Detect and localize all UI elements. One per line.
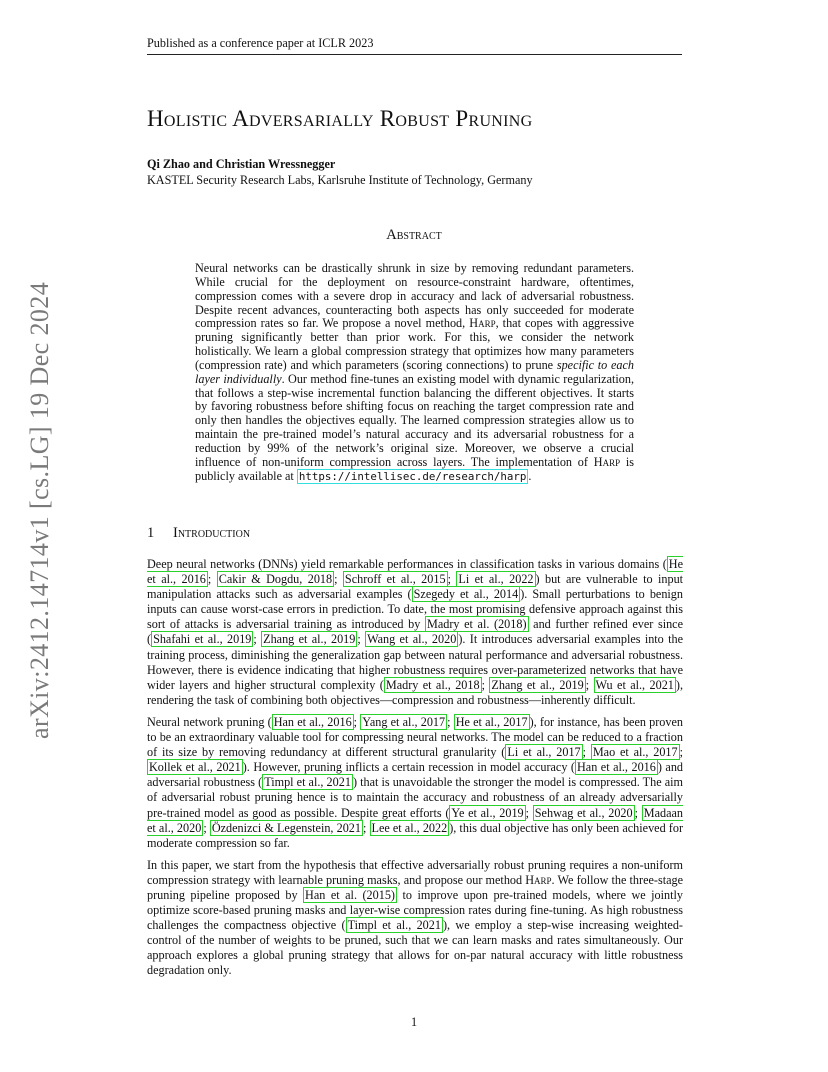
citation-link[interactable]: Ye et al., 2019 [451, 805, 524, 820]
citation-link[interactable]: Li et al., 2022 [458, 572, 534, 587]
citation-link[interactable]: Madry et al. (2018) [426, 617, 527, 632]
text-segment: ) that is unavoidable the stronger the model is compressed. The aim of adversarial robust pruning hence is to maintain the accuracy and robustness of an already adversarially pre-trained model as good as possible. Despite great efforts ( [147, 775, 684, 820]
text-segment: ), for instance, has been proven to be an extraordinary valuable tool for compressing neural networks. The model can be reduced to a fraction of its size by removing redundancy at different structural granularity ( [147, 714, 683, 760]
text-segment: and further refined ever since ( [147, 617, 684, 647]
text-segment: ). However, pruning inflicts a certain recession in model accuracy ( [242, 760, 575, 775]
text-segment: . We follow the three-stage pruning pipeline proposed by [147, 872, 683, 902]
abstract-segment: is publicly available at [195, 454, 634, 483]
citation-link[interactable]: Wang et al., 2020 [367, 632, 457, 647]
citation-link[interactable]: Cakir & Dogdu, 2018 [218, 572, 333, 587]
abstract-text [195, 262, 634, 484]
text-segment: In this paper, we start from the hypothesis that effective adversarially robust pruning requires a non-uniform compression strategy with learnable pruning masks, and propose our method [147, 857, 683, 887]
method-name: Harp [593, 454, 621, 469]
citation-link[interactable]: Sehwag et al., 2020 [534, 805, 633, 820]
paragraph-1 [147, 557, 683, 708]
text-segment: ; [357, 632, 366, 647]
text-segment: ), rendering the task of combining both objectives—compression and robustness—inherently difficult. [147, 677, 683, 707]
citation-link[interactable]: Mao et al., 2017 [592, 745, 678, 760]
text-segment: ), we employ a step-wise increasing weighted-control of the number of weights to be pruned, such that we can learn masks and rates simultaneously. Our approach explores a global pruning strategy that allows for on-par natural accuracy with little robustness degradation only. [147, 918, 683, 978]
citation-link[interactable]: Lee et al., 2022 [371, 820, 448, 835]
code-url-link[interactable]: https://intellisec.de/research/harp [298, 469, 527, 483]
citation-link[interactable]: Zhang et al., 2019 [263, 632, 356, 647]
citation-link[interactable]: He et al., 2017 [455, 714, 528, 729]
text-segment: ; [353, 714, 361, 729]
text-segment: ; [585, 677, 594, 692]
text-segment: to improve upon pre-trained models, where we jointly optimize score-based pruning masks and layer-wise compression rates during fine-tuning. As high robustness challenges the compactness objective ( [147, 887, 683, 933]
text-segment: ; [447, 714, 454, 729]
text-segment: ) and adversarial robustness ( [147, 760, 684, 790]
section-title: Introduction [173, 525, 251, 541]
method-name: Harp [469, 316, 496, 331]
citation-link[interactable]: Han et al. (2015) [305, 887, 395, 902]
abstract-emphasis: specific to each layer individually [195, 357, 634, 386]
paper-authors: Qi Zhao and Christian Wressnegger [147, 157, 336, 171]
abstract-segment: . Our method fine-tunes an existing model with dynamic regularization, that follows a step-wise incremental function balancing the different objectives. It starts by favoring robustness before shifting focus on reaching the target compression rate and only then handles the objectives equally. The learned compression strategies allow us to maintain the pre-trained model’s natural accuracy and its adversarial robustness for a reduction by 99% of the network’s original size. Moreover, we observe a crucial influence of non-uniform compression across layers. The implementation of [195, 371, 635, 469]
citation-link[interactable]: Özdenizci & Legenstein, 2021 [211, 820, 361, 835]
citation-link[interactable]: Wu et al., 2021 [595, 677, 674, 692]
paper-affiliation: KASTEL Security Research Labs, Karlsruhe Institute of Technology, Germany [147, 173, 533, 187]
arxiv-identifier[interactable]: arXiv:2412.14714v1 [cs.LG] 19 Dec 2024 [25, 281, 54, 739]
paragraph-2 [147, 715, 683, 851]
abstract-segment: , that copes with aggressive pruning significantly better than prior work. For this, we consider the network holistically. We learn a global compression strategy that optimizes how many parameters (compression rate) and which parameters (scoring connections) to prune [195, 316, 634, 372]
text-segment: ; [582, 745, 591, 760]
citation-link[interactable]: Han et al., 2016 [577, 760, 656, 775]
text-segment: Deep neural networks (DNNs) yield remarkable performances in classification tasks in various domains ( [147, 557, 667, 571]
section-heading [147, 525, 250, 542]
text-segment: ; [207, 572, 217, 587]
text-segment: ; [447, 572, 457, 587]
citation-link[interactable]: Madaan et al., 2020 [147, 805, 684, 835]
citation-link[interactable]: Shafahi et al., 2019 [153, 632, 252, 647]
text-segment: ; [203, 820, 210, 835]
citation-link[interactable]: Timpl et al., 2021 [264, 775, 351, 790]
text-segment: ; [634, 805, 642, 820]
text-segment: ; [334, 572, 343, 587]
text-segment: ). Small perturbations to benign inputs can cause worst-case errors in prediction. To date, the most promising defensive approach against this sort of attacks is adversarial training as introduced by [147, 587, 683, 632]
citation-link[interactable]: Schroff et al., 2015 [344, 572, 446, 587]
citation-link[interactable]: Yang et al., 2017 [362, 714, 446, 729]
text-segment: ; [525, 805, 533, 820]
abstract-segment: . [528, 468, 532, 483]
text-segment: ; [253, 632, 262, 647]
citation-link[interactable]: Madry et al., 2018 [385, 677, 480, 692]
abstract-segment: Neural networks can be drastically shrunk in size by removing redundant parameters. While crucial for the deployment on resource-constraint hardware, oftentimes, compression comes with a severe drop in accuracy and lack of adversarial robustness. Despite recent advances, counteracting both aspects has only succeeded for moderate compression rates so far. We propose a novel method, [195, 261, 634, 331]
paper-title: Holistic Adversarially Robust Pruning [147, 106, 533, 131]
citation-link[interactable]: Szegedy et al., 2014 [413, 587, 519, 602]
method-name: Harp [525, 872, 552, 887]
citation-link[interactable]: Li et al., 2017 [507, 745, 581, 760]
citation-link[interactable]: Zhang et al., 2019 [491, 677, 584, 692]
citation-link[interactable]: He et al., 2016 [147, 557, 683, 587]
body-text [147, 557, 683, 986]
text-segment: ) but are vulnerable to input manipulation attacks such as adversarial examples ( [147, 572, 684, 602]
text-segment: ; [481, 677, 490, 692]
text-segment: ; [362, 820, 370, 835]
section-number: 1 [147, 525, 155, 541]
page-number: 1 [410, 1015, 418, 1029]
text-segment: ), this dual objective has only been achieved for moderate compression so far. [147, 820, 683, 850]
page-header: Published as a conference paper at ICLR 2023 [147, 36, 682, 55]
paragraph-3 [147, 858, 683, 979]
text-segment: ; [679, 745, 684, 760]
citation-link[interactable]: Kollek et al., 2021 [149, 760, 241, 775]
citation-link[interactable]: Han et al., 2016 [273, 714, 352, 729]
abstract-heading: Abstract [386, 227, 442, 243]
text-segment: ). It introduces adversarial examples into the training process, diminishing the generalization gap between natural performance and adversarial robustness. However, there is evidence indicating that higher robustness requires over-parameterized networks that have wider layers and higher structural complexity ( [147, 632, 684, 692]
text-segment: Neural network pruning ( [147, 714, 272, 729]
citation-link[interactable]: Timpl et al., 2021 [347, 918, 441, 933]
